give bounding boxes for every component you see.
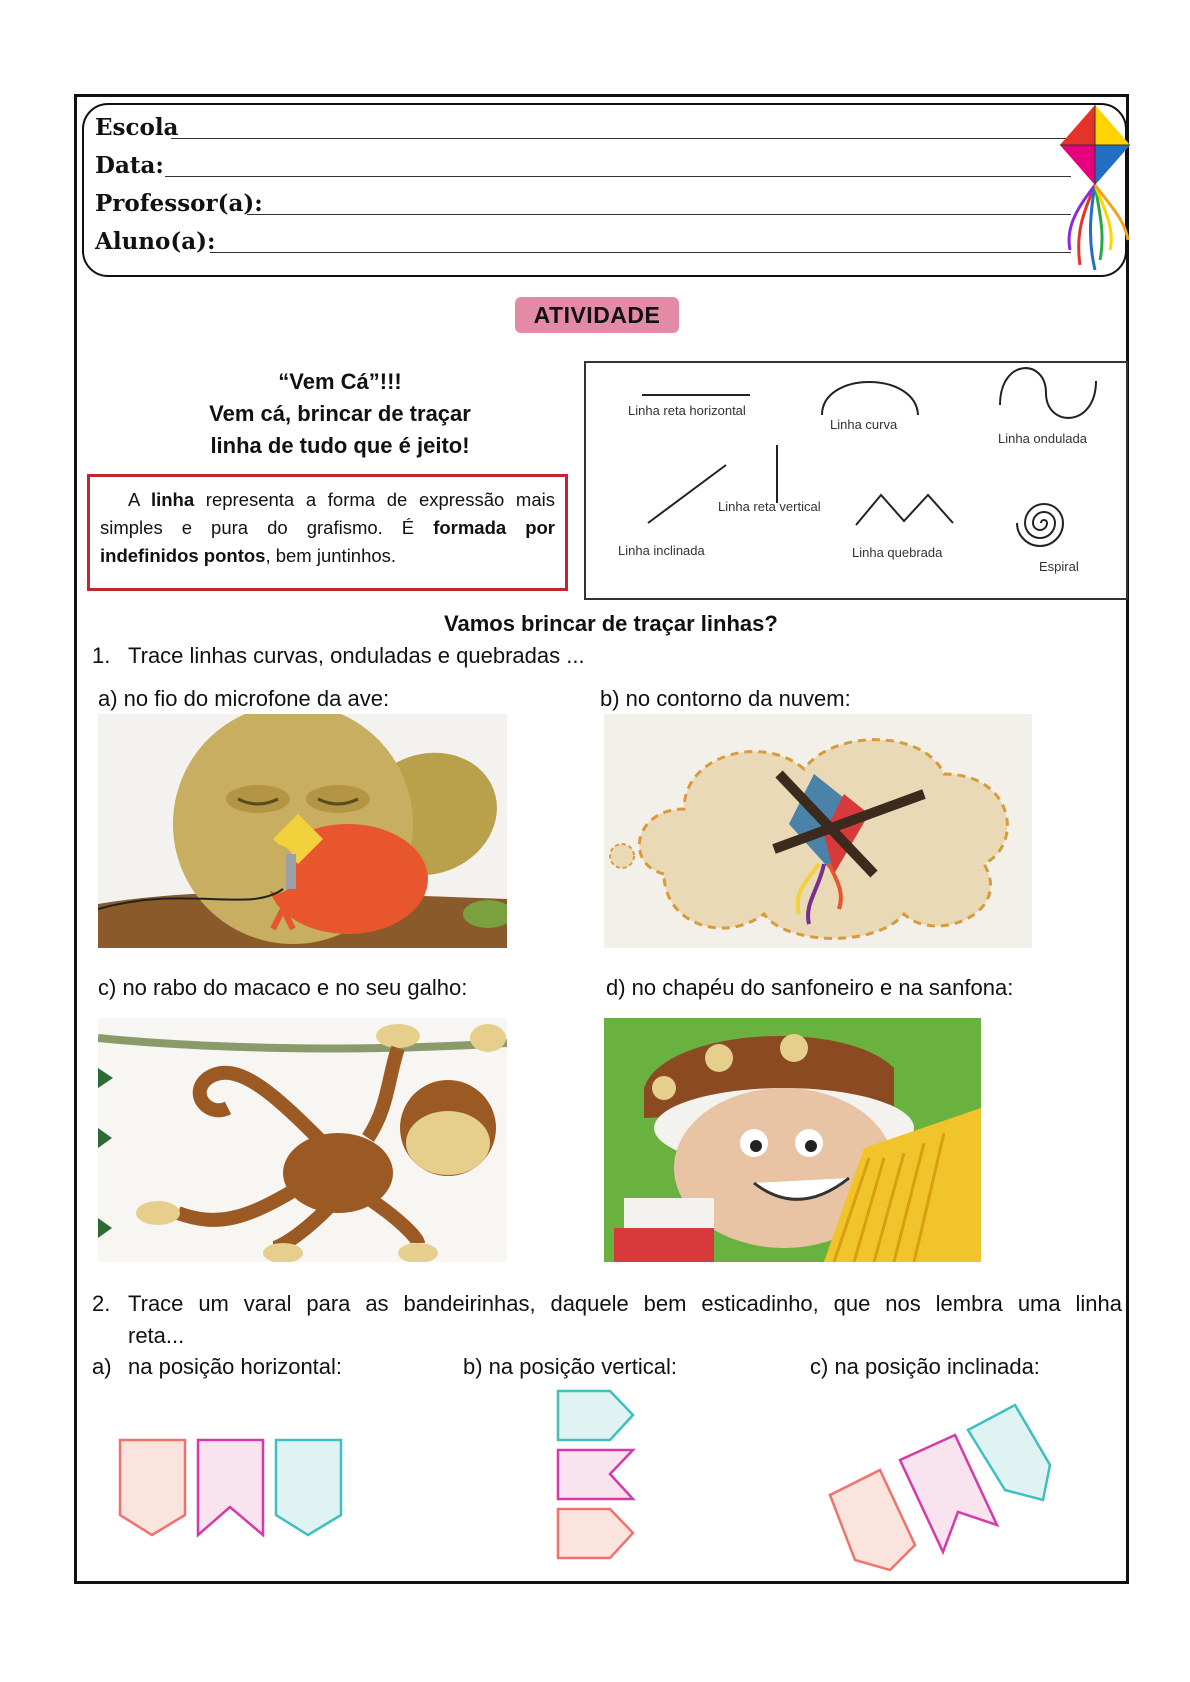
vertical-flags[interactable] (555, 1388, 645, 1568)
school-field[interactable] (95, 114, 178, 141)
definition-highlight: formada por indefinidos pontos (100, 517, 556, 566)
q1-d-label: d) no chapéu do sanfoneiro e na sanfona: (606, 975, 1014, 1000)
flag-salmon (830, 1470, 915, 1570)
label-inclined: Linha inclinada (618, 543, 705, 558)
teacher-label: Professor(a): (95, 190, 263, 217)
definition-keyword: linha (150, 489, 195, 510)
school-label: Escola (95, 114, 179, 141)
spiral-sample (1017, 504, 1063, 546)
broken-line-sample (856, 495, 953, 525)
poem (140, 366, 540, 462)
inclined-flags[interactable] (825, 1400, 1065, 1580)
bird-picture[interactable] (98, 714, 507, 948)
q1-b-label: b) no contorno da nuvem: (600, 686, 851, 711)
monkey-picture[interactable] (98, 1018, 507, 1262)
q2-text-line-1: Trace um varal para as bandeirinhas, daquele bem esticadinho, que nos lembra uma linha (128, 1291, 1122, 1316)
flag-teal (276, 1440, 341, 1535)
student-field[interactable] (95, 228, 216, 255)
poem-line-2: Vem cá, brincar de traçar (209, 401, 471, 426)
poem-line-3: linha de tudo que é jeito! (210, 433, 470, 458)
definition-box: A linha representa a forma de expressão mais simples e pura do grafismo. É formada por indefinidos pontos, bem juntinhos. (87, 474, 568, 591)
date-field[interactable] (95, 152, 164, 179)
label-wavy: Linha ondulada (998, 431, 1087, 446)
label-spiral: Espiral (1039, 559, 1079, 574)
activity-badge: ATIVIDADE (515, 297, 679, 333)
q2-a-letter: a) (92, 1354, 112, 1379)
q2-text-line-2: reta... (128, 1323, 185, 1348)
flag-teal (968, 1405, 1050, 1500)
wavy-line-sample (1000, 368, 1096, 418)
inclined-line-sample (648, 465, 726, 523)
horizontal-flags[interactable] (115, 1435, 355, 1545)
line-types-panel (584, 361, 1128, 600)
teacher-field[interactable] (95, 190, 263, 217)
label-horizontal: Linha reta horizontal (628, 403, 746, 418)
curve-line-sample (822, 382, 918, 415)
cloud-picture[interactable] (604, 714, 1032, 948)
q2-number: 2. (92, 1291, 111, 1316)
label-curve: Linha curva (830, 417, 898, 432)
date-label: Data: (95, 152, 164, 179)
q2-b-label: b) na posição vertical: (463, 1354, 677, 1379)
flag-salmon (120, 1440, 185, 1535)
label-broken: Linha quebrada (852, 545, 943, 560)
flag-pink (558, 1450, 633, 1499)
q1-text: Trace linhas curvas, onduladas e quebradas ... (128, 643, 585, 668)
q2-a-label: na posição horizontal: (128, 1354, 343, 1379)
q2-c-label: c) na posição inclinada: (810, 1354, 1040, 1379)
student-label: Aluno(a): (95, 228, 216, 255)
q1-c-label: c) no rabo do macaco e no seu galho: (98, 975, 468, 1000)
q1-number: 1. (92, 643, 111, 668)
flag-pink (198, 1440, 263, 1535)
label-vertical: Linha reta vertical (718, 499, 821, 514)
kite-icon (1050, 100, 1140, 280)
accordion-player-picture[interactable] (604, 1018, 981, 1262)
poem-line-1: “Vem Cá”!!! (278, 369, 402, 394)
flag-teal (558, 1391, 633, 1440)
flag-salmon (558, 1509, 633, 1558)
q1-a-label: a) no fio do microfone da ave: (98, 686, 390, 711)
section-subtitle: Vamos brincar de traçar linhas? (444, 611, 778, 636)
